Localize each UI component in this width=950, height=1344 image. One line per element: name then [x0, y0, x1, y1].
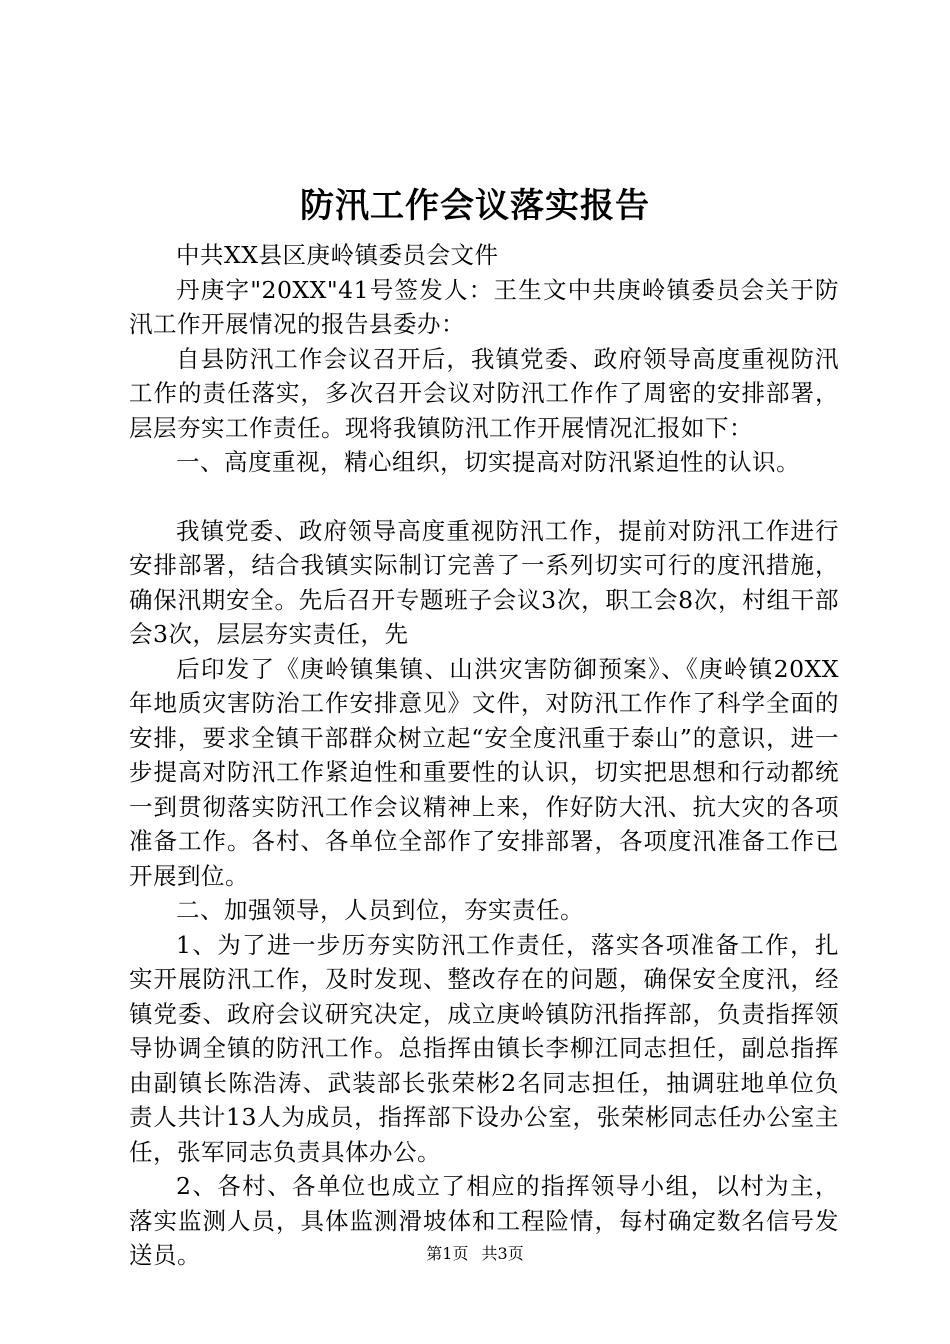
page-footer [0, 1243, 950, 1265]
paragraph-section-1b: 后印发了《庚岭镇集镇、山洪灾害防御预案》、《庚岭镇20XX年地质灾害防治工作安排意见》文件，对防汛工作作了科学全面的安排，要求全镇干部群众树立起“安全度汛重于泰山”的意识，进一步提高对防汛工作紧迫性和重要性的认识，切实把思想和行动都统一到贯彻落实防汛工作会议精神上来，作好防大汛、抗大灾的各项准备工作。各村、各单位全部作了安排部署，各项度汛准备工作已开展到位。 [129, 654, 839, 890]
paragraph-issuer: 中共XX县区庚岭镇委员会文件 [176, 241, 499, 269]
paragraph-intro: 自县防汛工作会议召开后，我镇党委、政府领导高度重视防汛工作的责任落实，多次召开会议对防汛工作作了周密的安排部署，层层夯实工作责任。现将我镇防汛工作开展情况汇报如下： [129, 344, 839, 442]
section-heading-2: 二、加强领导，人员到位，夯实责任。 [176, 896, 584, 924]
paragraph-item-1: 1、为了进一步历夯实防汛工作责任，落实各项准备工作，扎实开展防汛工作，及时发现、整改存在的问题，确保安全度汛，经镇党委、政府会议研究决定，成立庚岭镇防汛指挥部，负责指挥领导协调全镇的防汛工作。总指挥由镇长李柳江同志担任，副总指挥由副镇长陈浩涛、武装部长张荣彬2名同志担任，抽调驻地单位负责人共计13人为成员，指挥部下设办公室，张荣彬同志任办公室主任，张军同志负责具体办公。 [129, 930, 839, 1166]
document-title: 防汛工作会议落实报告 [300, 186, 650, 226]
document-body [129, 238, 839, 1273]
section-heading-1: 一、高度重视，精心组织，切实提高对防汛紧迫性的认识。 [176, 448, 800, 476]
paragraph-reference: 丹庚字"20XX"41号签发人：王生文中共庚岭镇委员会关于防汛工作开展情况的报告县委办： [129, 275, 839, 338]
page-total: 共3页 [481, 1244, 524, 1263]
paragraph-item-2: 2、各村、各单位也成立了相应的指挥领导小组，以村为主，落实监测人员，具体监测滑坡体和工程险情，每村确定数名信号发送员。 [129, 1172, 839, 1269]
page-number: 第1页 [426, 1244, 469, 1263]
paragraph-section-1a: 我镇党委、政府领导高度重视防汛工作，提前对防汛工作进行安排部署，结合我镇实际制订完善了一系列切实可行的度汛措施，确保汛期安全。先后召开专题班子会议3次，职工会8次，村组干部会3次，层层夯实责任，先 [129, 516, 839, 648]
